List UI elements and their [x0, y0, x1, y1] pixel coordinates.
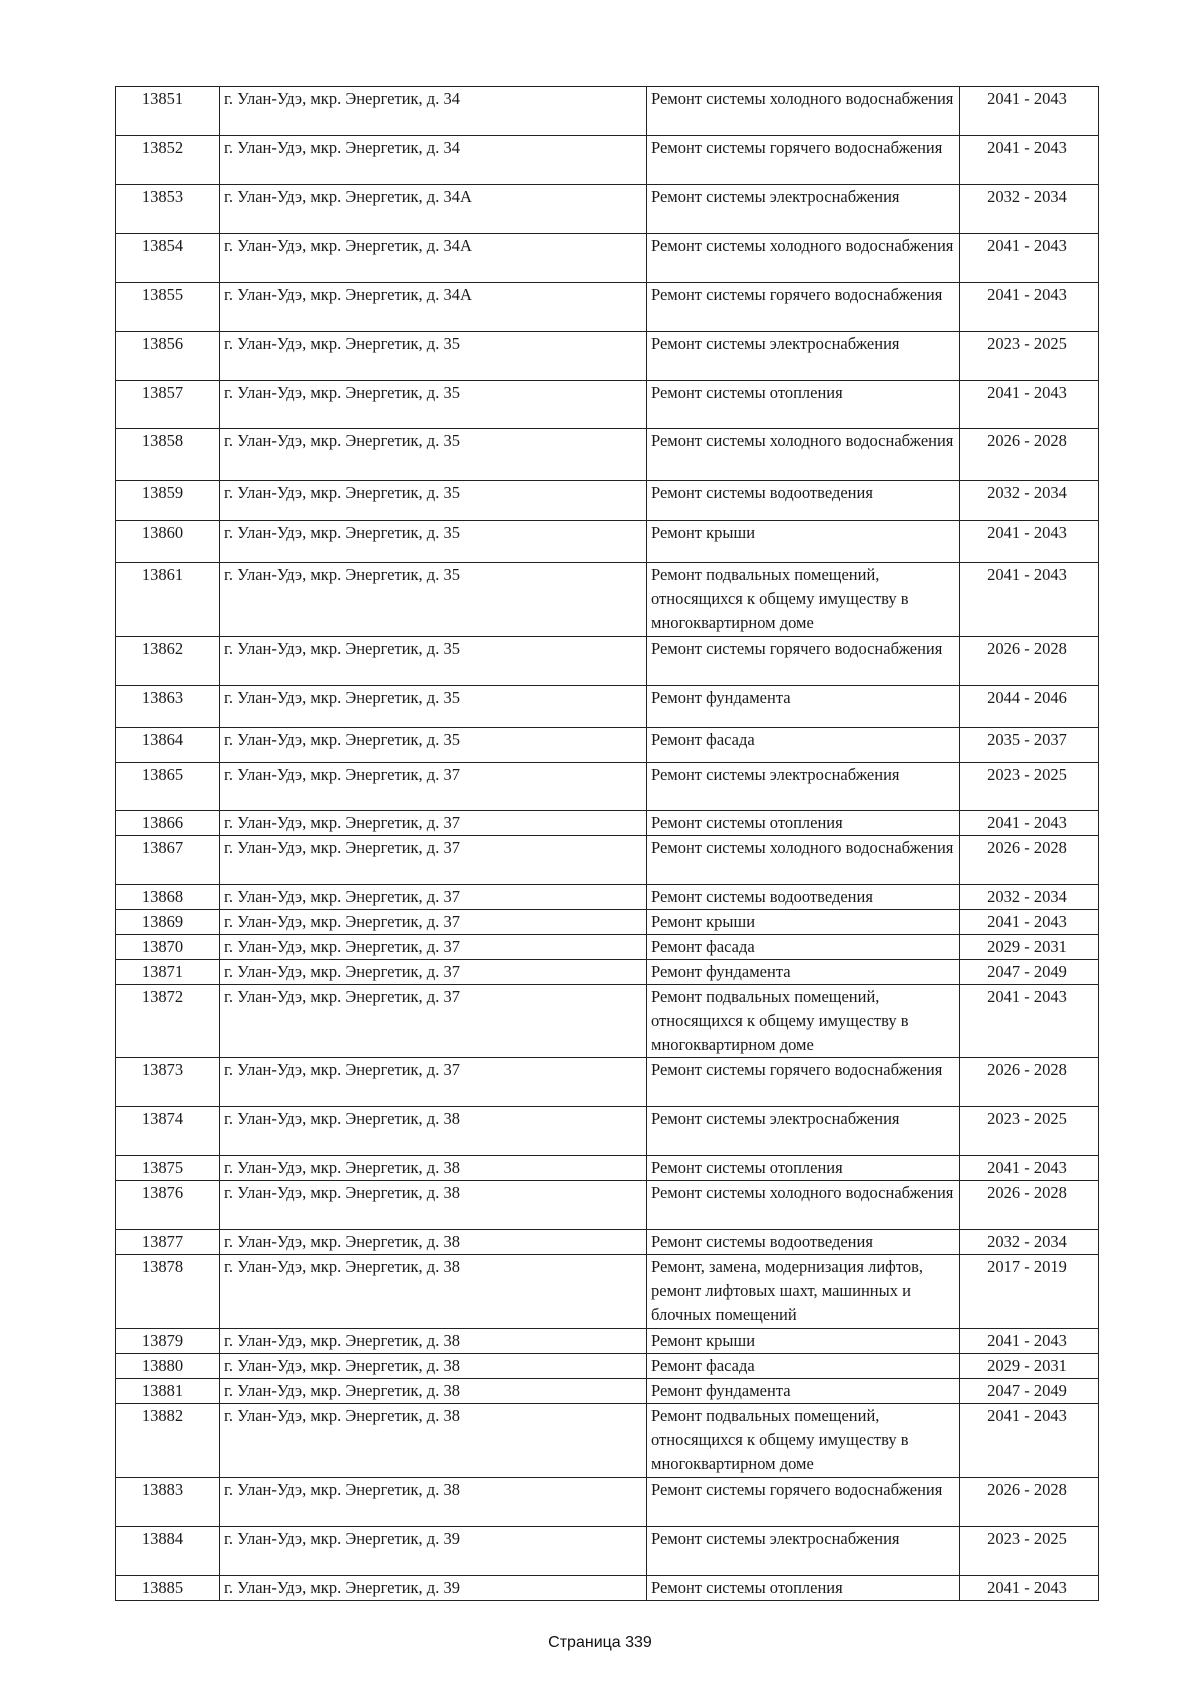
row-number-cell: 13882 — [116, 1404, 220, 1478]
row-number-cell: 13863 — [116, 686, 220, 728]
table-row — [116, 481, 1099, 521]
period-cell: 2041 - 2043 — [960, 234, 1099, 283]
table-row — [116, 910, 1099, 935]
period-cell: 2029 - 2031 — [960, 935, 1099, 960]
address-cell: г. Улан-Удэ, мкр. Энергетик, д. 38 — [220, 1230, 647, 1255]
table-row — [116, 1181, 1099, 1230]
table-body — [116, 87, 1099, 1601]
work-type-cell: Ремонт, замена, модернизация лифтов, ремонт лифтовых шахт, машинных и блочных помещений — [647, 1255, 960, 1329]
address-cell: г. Улан-Удэ, мкр. Энергетик, д. 35 — [220, 332, 647, 381]
period-cell: 2026 - 2028 — [960, 637, 1099, 686]
row-number-cell: 13876 — [116, 1181, 220, 1230]
work-type-cell: Ремонт фундамента — [647, 686, 960, 728]
row-number-cell: 13854 — [116, 234, 220, 283]
period-cell: 2044 - 2046 — [960, 686, 1099, 728]
table-row — [116, 885, 1099, 910]
work-type-cell: Ремонт фасада — [647, 935, 960, 960]
work-type-cell: Ремонт системы отопления — [647, 1576, 960, 1601]
period-cell: 2041 - 2043 — [960, 1404, 1099, 1478]
work-type-cell: Ремонт системы холодного водоснабжения — [647, 234, 960, 283]
row-number-cell: 13868 — [116, 885, 220, 910]
address-cell: г. Улан-Удэ, мкр. Энергетик, д. 37 — [220, 910, 647, 935]
table-row — [116, 836, 1099, 885]
period-cell: 2029 - 2031 — [960, 1354, 1099, 1379]
address-cell: г. Улан-Удэ, мкр. Энергетик, д. 38 — [220, 1354, 647, 1379]
address-cell: г. Улан-Удэ, мкр. Энергетик, д. 38 — [220, 1156, 647, 1181]
work-type-cell: Ремонт подвальных помещений, относящихся к общему имуществу в многоквартирном доме — [647, 985, 960, 1058]
period-cell: 2026 - 2028 — [960, 1058, 1099, 1107]
table-row — [116, 429, 1099, 481]
address-cell: г. Улан-Удэ, мкр. Энергетик, д. 37 — [220, 811, 647, 836]
row-number-cell: 13885 — [116, 1576, 220, 1601]
row-number-cell: 13879 — [116, 1329, 220, 1354]
table-row — [116, 283, 1099, 332]
period-cell: 2023 - 2025 — [960, 332, 1099, 381]
work-type-cell: Ремонт системы горячего водоснабжения — [647, 1478, 960, 1527]
address-cell: г. Улан-Удэ, мкр. Энергетик, д. 37 — [220, 985, 647, 1058]
work-type-cell: Ремонт системы горячего водоснабжения — [647, 1058, 960, 1107]
row-number-cell: 13865 — [116, 763, 220, 811]
period-cell: 2026 - 2028 — [960, 836, 1099, 885]
work-type-cell: Ремонт крыши — [647, 910, 960, 935]
row-number-cell: 13867 — [116, 836, 220, 885]
address-cell: г. Улан-Удэ, мкр. Энергетик, д. 34 — [220, 87, 647, 136]
period-cell: 2041 - 2043 — [960, 283, 1099, 332]
row-number-cell: 13877 — [116, 1230, 220, 1255]
table-row — [116, 1379, 1099, 1404]
address-cell: г. Улан-Удэ, мкр. Энергетик, д. 35 — [220, 481, 647, 521]
table-row — [116, 985, 1099, 1058]
address-cell: г. Улан-Удэ, мкр. Энергетик, д. 35 — [220, 637, 647, 686]
table-row — [116, 960, 1099, 985]
address-cell: г. Улан-Удэ, мкр. Энергетик, д. 37 — [220, 960, 647, 985]
table-row — [116, 1329, 1099, 1354]
table-row — [116, 185, 1099, 234]
table-row — [116, 563, 1099, 637]
period-cell: 2023 - 2025 — [960, 1107, 1099, 1156]
row-number-cell: 13875 — [116, 1156, 220, 1181]
row-number-cell: 13858 — [116, 429, 220, 481]
period-cell: 2041 - 2043 — [960, 910, 1099, 935]
period-cell: 2032 - 2034 — [960, 885, 1099, 910]
period-cell: 2017 - 2019 — [960, 1255, 1099, 1329]
row-number-cell: 13861 — [116, 563, 220, 637]
table-row — [116, 136, 1099, 185]
row-number-cell: 13851 — [116, 87, 220, 136]
table-row — [116, 1107, 1099, 1156]
repair-schedule-table — [115, 86, 1099, 1601]
table-row — [116, 686, 1099, 728]
table-row — [116, 87, 1099, 136]
row-number-cell: 13866 — [116, 811, 220, 836]
table-row — [116, 1255, 1099, 1329]
work-type-cell: Ремонт крыши — [647, 521, 960, 563]
period-cell: 2041 - 2043 — [960, 985, 1099, 1058]
period-cell: 2041 - 2043 — [960, 811, 1099, 836]
address-cell: г. Улан-Удэ, мкр. Энергетик, д. 38 — [220, 1404, 647, 1478]
address-cell: г. Улан-Удэ, мкр. Энергетик, д. 39 — [220, 1527, 647, 1576]
row-number-cell: 13872 — [116, 985, 220, 1058]
work-type-cell: Ремонт фасада — [647, 728, 960, 763]
work-type-cell: Ремонт системы электроснабжения — [647, 332, 960, 381]
work-type-cell: Ремонт подвальных помещений, относящихся к общему имуществу в многоквартирном доме — [647, 563, 960, 637]
period-cell: 2041 - 2043 — [960, 381, 1099, 429]
address-cell: г. Улан-Удэ, мкр. Энергетик, д. 34А — [220, 185, 647, 234]
period-cell: 2041 - 2043 — [960, 136, 1099, 185]
work-type-cell: Ремонт системы электроснабжения — [647, 1527, 960, 1576]
row-number-cell: 13883 — [116, 1478, 220, 1527]
address-cell: г. Улан-Удэ, мкр. Энергетик, д. 35 — [220, 521, 647, 563]
row-number-cell: 13856 — [116, 332, 220, 381]
work-type-cell: Ремонт системы холодного водоснабжения — [647, 836, 960, 885]
work-type-cell: Ремонт подвальных помещений, относящихся к общему имуществу в многоквартирном доме — [647, 1404, 960, 1478]
work-type-cell: Ремонт системы водоотведения — [647, 481, 960, 521]
work-type-cell: Ремонт системы холодного водоснабжения — [647, 1181, 960, 1230]
address-cell: г. Улан-Удэ, мкр. Энергетик, д. 38 — [220, 1255, 647, 1329]
row-number-cell: 13853 — [116, 185, 220, 234]
row-number-cell: 13878 — [116, 1255, 220, 1329]
address-cell: г. Улан-Удэ, мкр. Энергетик, д. 37 — [220, 935, 647, 960]
table-row — [116, 763, 1099, 811]
table-row — [116, 1576, 1099, 1601]
address-cell: г. Улан-Удэ, мкр. Энергетик, д. 37 — [220, 763, 647, 811]
table-row — [116, 1478, 1099, 1527]
period-cell: 2041 - 2043 — [960, 1576, 1099, 1601]
table-row — [116, 1230, 1099, 1255]
period-cell: 2023 - 2025 — [960, 1527, 1099, 1576]
row-number-cell: 13884 — [116, 1527, 220, 1576]
table-row — [116, 234, 1099, 283]
work-type-cell: Ремонт системы водоотведения — [647, 885, 960, 910]
address-cell: г. Улан-Удэ, мкр. Энергетик, д. 37 — [220, 885, 647, 910]
period-cell: 2026 - 2028 — [960, 1181, 1099, 1230]
address-cell: г. Улан-Удэ, мкр. Энергетик, д. 35 — [220, 686, 647, 728]
period-cell: 2041 - 2043 — [960, 563, 1099, 637]
row-number-cell: 13855 — [116, 283, 220, 332]
work-type-cell: Ремонт системы отопления — [647, 1156, 960, 1181]
work-type-cell: Ремонт системы холодного водоснабжения — [647, 87, 960, 136]
work-type-cell: Ремонт системы водоотведения — [647, 1230, 960, 1255]
row-number-cell: 13881 — [116, 1379, 220, 1404]
period-cell: 2041 - 2043 — [960, 87, 1099, 136]
period-cell: 2047 - 2049 — [960, 1379, 1099, 1404]
work-type-cell: Ремонт фундамента — [647, 1379, 960, 1404]
address-cell: г. Улан-Удэ, мкр. Энергетик, д. 37 — [220, 836, 647, 885]
address-cell: г. Улан-Удэ, мкр. Энергетик, д. 38 — [220, 1181, 647, 1230]
row-number-cell: 13873 — [116, 1058, 220, 1107]
table-row — [116, 811, 1099, 836]
period-cell: 2041 - 2043 — [960, 1156, 1099, 1181]
row-number-cell: 13852 — [116, 136, 220, 185]
table-row — [116, 1058, 1099, 1107]
address-cell: г. Улан-Удэ, мкр. Энергетик, д. 34 — [220, 136, 647, 185]
address-cell: г. Улан-Удэ, мкр. Энергетик, д. 35 — [220, 381, 647, 429]
work-type-cell: Ремонт системы электроснабжения — [647, 1107, 960, 1156]
address-cell: г. Улан-Удэ, мкр. Энергетик, д. 35 — [220, 728, 647, 763]
work-type-cell: Ремонт фасада — [647, 1354, 960, 1379]
period-cell: 2032 - 2034 — [960, 1230, 1099, 1255]
work-type-cell: Ремонт фундамента — [647, 960, 960, 985]
work-type-cell: Ремонт системы горячего водоснабжения — [647, 283, 960, 332]
work-type-cell: Ремонт системы электроснабжения — [647, 763, 960, 811]
row-number-cell: 13857 — [116, 381, 220, 429]
period-cell: 2026 - 2028 — [960, 429, 1099, 481]
row-number-cell: 13870 — [116, 935, 220, 960]
address-cell: г. Улан-Удэ, мкр. Энергетик, д. 34А — [220, 234, 647, 283]
table-row — [116, 1527, 1099, 1576]
table-row — [116, 637, 1099, 686]
address-cell: г. Улан-Удэ, мкр. Энергетик, д. 38 — [220, 1379, 647, 1404]
address-cell: г. Улан-Удэ, мкр. Энергетик, д. 38 — [220, 1478, 647, 1527]
address-cell: г. Улан-Удэ, мкр. Энергетик, д. 37 — [220, 1058, 647, 1107]
work-type-cell: Ремонт системы холодного водоснабжения — [647, 429, 960, 481]
table-row — [116, 935, 1099, 960]
period-cell: 2047 - 2049 — [960, 960, 1099, 985]
address-cell: г. Улан-Удэ, мкр. Энергетик, д. 35 — [220, 429, 647, 481]
row-number-cell: 13869 — [116, 910, 220, 935]
address-cell: г. Улан-Удэ, мкр. Энергетик, д. 38 — [220, 1329, 647, 1354]
work-type-cell: Ремонт системы электроснабжения — [647, 185, 960, 234]
row-number-cell: 13874 — [116, 1107, 220, 1156]
table-row — [116, 728, 1099, 763]
row-number-cell: 13862 — [116, 637, 220, 686]
work-type-cell: Ремонт крыши — [647, 1329, 960, 1354]
work-type-cell: Ремонт системы горячего водоснабжения — [647, 637, 960, 686]
table-row — [116, 1156, 1099, 1181]
address-cell: г. Улан-Удэ, мкр. Энергетик, д. 35 — [220, 563, 647, 637]
table-row — [116, 332, 1099, 381]
table-row — [116, 1404, 1099, 1478]
address-cell: г. Улан-Удэ, мкр. Энергетик, д. 34А — [220, 283, 647, 332]
row-number-cell: 13880 — [116, 1354, 220, 1379]
period-cell: 2032 - 2034 — [960, 185, 1099, 234]
row-number-cell: 13871 — [116, 960, 220, 985]
row-number-cell: 13860 — [116, 521, 220, 563]
work-type-cell: Ремонт системы отопления — [647, 381, 960, 429]
period-cell: 2041 - 2043 — [960, 1329, 1099, 1354]
row-number-cell: 13859 — [116, 481, 220, 521]
period-cell: 2032 - 2034 — [960, 481, 1099, 521]
work-type-cell: Ремонт системы горячего водоснабжения — [647, 136, 960, 185]
table-row — [116, 1354, 1099, 1379]
period-cell: 2026 - 2028 — [960, 1478, 1099, 1527]
table-row — [116, 381, 1099, 429]
table-row — [116, 521, 1099, 563]
row-number-cell: 13864 — [116, 728, 220, 763]
address-cell: г. Улан-Удэ, мкр. Энергетик, д. 38 — [220, 1107, 647, 1156]
address-cell: г. Улан-Удэ, мкр. Энергетик, д. 39 — [220, 1576, 647, 1601]
work-type-cell: Ремонт системы отопления — [647, 811, 960, 836]
page-number: Страница 339 — [548, 1634, 652, 1651]
period-cell: 2041 - 2043 — [960, 521, 1099, 563]
period-cell: 2035 - 2037 — [960, 728, 1099, 763]
period-cell: 2023 - 2025 — [960, 763, 1099, 811]
